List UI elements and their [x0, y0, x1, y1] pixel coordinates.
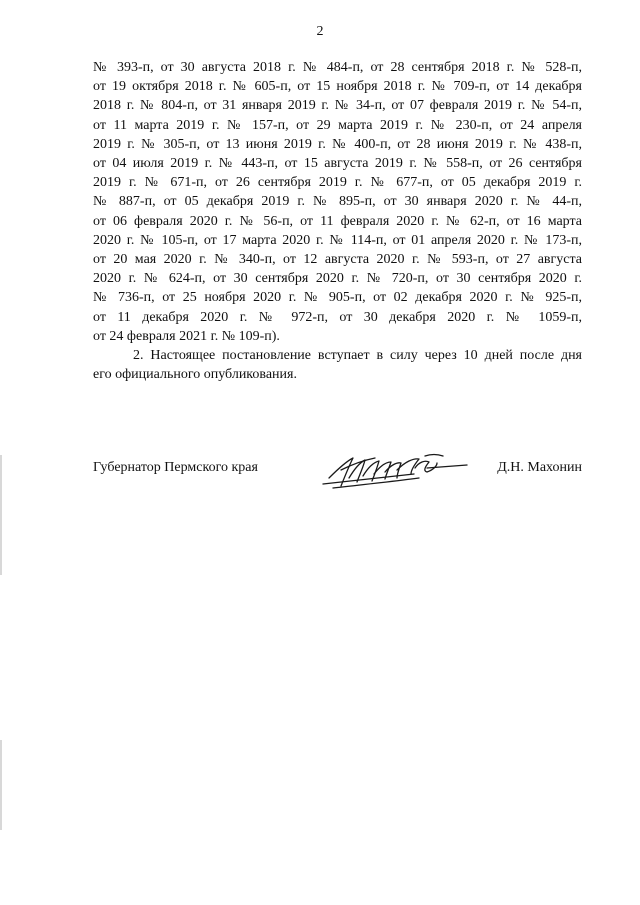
- scan-edge-line: [0, 740, 2, 830]
- paragraph-amendments-list: [93, 58, 582, 346]
- text-line: № 887-п, от 05 декабря 2019 г. № 895-п, от 30 января 2020 г. № 44-п,: [93, 194, 582, 210]
- text-line: его официального опубликования.: [93, 367, 297, 383]
- text-line: 2020 г. № 624-п, от 30 сентября 2020 г. № 720-п, от 30 сентября 2020 г.: [93, 271, 582, 287]
- paragraph-effective-date: [93, 346, 582, 384]
- text-line: 2019 г. № 671-п, от 26 сентября 2019 г. № 677-п, от 05 декабря 2019 г.: [93, 175, 582, 191]
- text-line: 2020 г. № 105-п, от 17 марта 2020 г. № 114-п, от 01 апреля 2020 г. № 173-п,: [93, 232, 582, 248]
- text-line: от 11 декабря 2020 г. № 972-п, от 30 декабря 2020 г. № 1059-п,: [93, 309, 582, 325]
- page-number: 2: [316, 24, 324, 39]
- text-line: 2019 г. № 305-п, от 13 июня 2019 г. № 400-п, от 28 июня 2019 г. № 438-п,: [93, 136, 582, 152]
- text-line: от 11 марта 2019 г. № 157-п, от 29 марта 2019 г. № 230-п, от 24 апреля: [93, 117, 582, 133]
- text-line: от 20 мая 2020 г. № 340-п, от 12 августа 2020 г. № 593-п, от 27 августа: [93, 252, 582, 268]
- text-line: от 19 октября 2018 г. № 605-п, от 15 ноября 2018 г. № 709-п, от 14 декабря: [93, 79, 582, 95]
- scan-edge-line: [0, 455, 2, 575]
- signatory-title: Губернатор Пермского края: [93, 460, 258, 475]
- text-line: № 393-п, от 30 августа 2018 г. № 484-п, от 28 сентября 2018 г. № 528-п,: [93, 60, 582, 75]
- handwritten-signature: [319, 448, 469, 492]
- signatory-name: Д.Н. Махонин: [497, 460, 582, 475]
- text-line: 2. Настоящее постановление вступает в силу через 10 дней после дня: [133, 348, 582, 364]
- signature-block: [93, 456, 582, 496]
- document-body: [93, 58, 582, 384]
- text-line: от 06 февраля 2020 г. № 56-п, от 11 февраля 2020 г. № 62-п, от 16 марта: [93, 213, 582, 229]
- text-line: от 04 июля 2019 г. № 443-п, от 15 августа 2019 г. № 558-п, от 26 сентября: [93, 156, 582, 172]
- text-line: от 24 февраля 2021 г. № 109-п).: [93, 328, 280, 344]
- text-line: № 736-п, от 25 ноября 2020 г. № 905-п, от 02 декабря 2020 г. № 925-п,: [93, 290, 582, 306]
- text-line: 2018 г. № 804-п, от 31 января 2019 г. № 34-п, от 07 февраля 2019 г. № 54-п,: [93, 98, 582, 114]
